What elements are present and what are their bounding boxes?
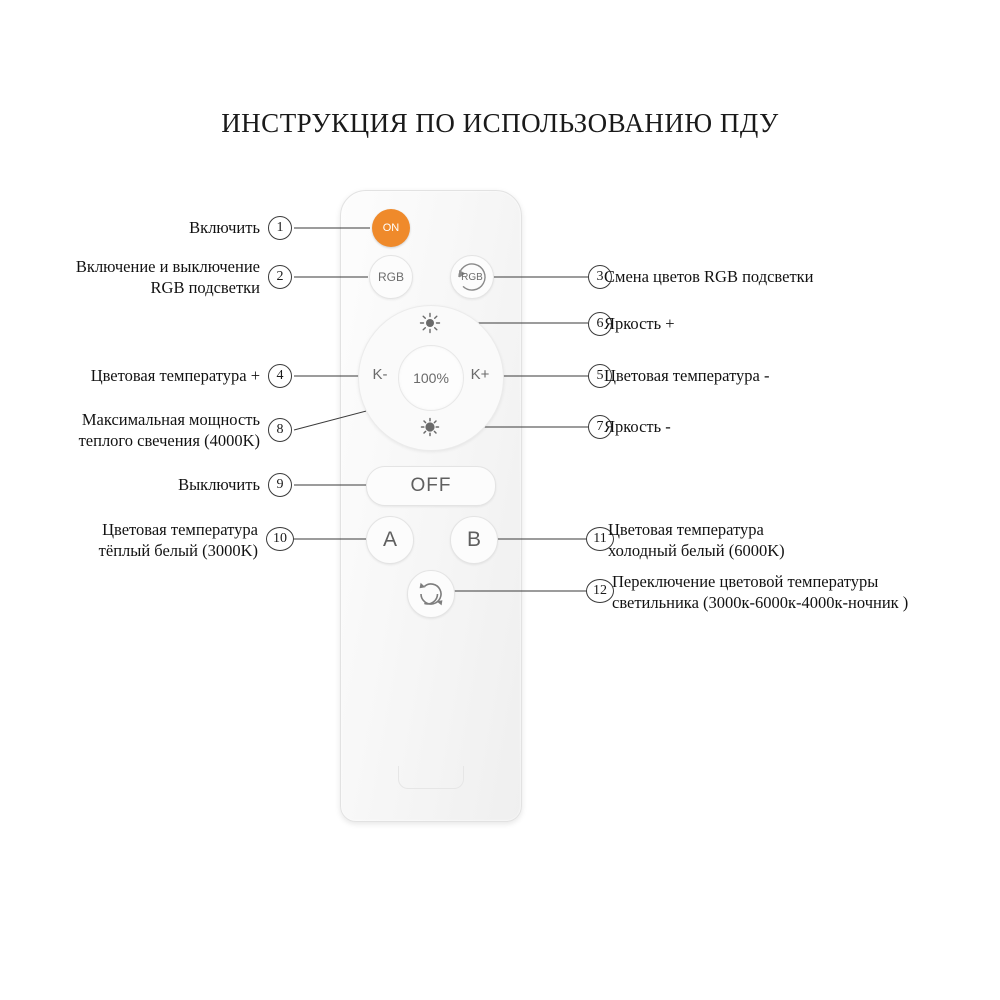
callout-number-4: 4 [268, 364, 292, 388]
callout-label-2-line1: Включение и выключение [75, 257, 260, 276]
remote-control-body [340, 190, 522, 822]
button-b[interactable] [450, 516, 498, 564]
button-k-plus[interactable]: K+ [470, 366, 490, 383]
callout-label-6: Яркость + [604, 314, 675, 333]
callout-label-2-line2: RGB подсветки [150, 278, 260, 297]
remote-battery-cover [398, 766, 464, 789]
callout-label-11-line2: холодный белый (6000K) [608, 541, 785, 560]
callout-number-10: 10 [266, 527, 294, 551]
button-off[interactable] [366, 466, 496, 506]
button-rgb-label: RGB [377, 270, 404, 284]
callout-label-1: Включить [189, 218, 260, 237]
callout-label-3: Смена цветов RGB подсветки [604, 267, 814, 286]
callout-label-5: Цветовая температура - [604, 366, 770, 385]
button-max-power-label: 100% [413, 370, 449, 386]
callout-number-9: 9 [268, 473, 292, 497]
callout-number-1: 1 [268, 216, 292, 240]
callout-number-12: 12 [586, 579, 614, 603]
button-rgb-toggle[interactable] [369, 255, 413, 299]
callout-label-9: Выключить [178, 475, 260, 494]
callout-label-8-line2: теплого свечения (4000K) [78, 431, 260, 450]
button-k-minus[interactable]: K- [372, 366, 388, 383]
callout-label-11-line1: Цветовая температура [608, 520, 764, 539]
callout-number-6: 6 [588, 312, 612, 336]
callout-number-8: 8 [268, 418, 292, 442]
callout-label-7: Яркость - [604, 417, 671, 436]
callout-number-2: 2 [268, 265, 292, 289]
callout-number-7: 7 [588, 415, 612, 439]
button-a-label: A [382, 528, 397, 551]
button-rgb-cycle-label: RGB [461, 271, 483, 283]
button-on[interactable] [372, 209, 410, 247]
sun-icon[interactable] [419, 416, 441, 438]
callout-label-8-line1: Максимальная мощность [81, 410, 260, 429]
button-max-power[interactable] [398, 345, 464, 411]
button-on-label: ON [382, 222, 400, 234]
button-cct-cycle[interactable] [407, 570, 455, 618]
sun-icon[interactable] [419, 312, 441, 334]
callout-label-4: Цветовая температура + [90, 366, 260, 385]
button-b-label: B [466, 528, 481, 551]
page-title: ИНСТРУКЦИЯ ПО ИСПОЛЬЗОВАНИЮ ПДУ [221, 108, 779, 138]
callout-number-5: 5 [588, 364, 612, 388]
refresh-icon [408, 571, 454, 617]
callout-number-11: 11 [586, 527, 614, 551]
callout-number-3: 3 [588, 265, 612, 289]
button-a[interactable] [366, 516, 414, 564]
button-rgb-cycle[interactable] [450, 255, 494, 299]
callout-label-12-line2: светильника (3000к-6000к-4000к-ночник ) [612, 593, 909, 612]
callout-label-10-line2: тёплый белый (3000K) [98, 541, 258, 560]
button-off-label: OFF [410, 475, 452, 496]
callout-label-12-line1: Переключение цветовой температуры [612, 572, 879, 591]
callout-label-10-line1: Цветовая температура [102, 520, 258, 539]
